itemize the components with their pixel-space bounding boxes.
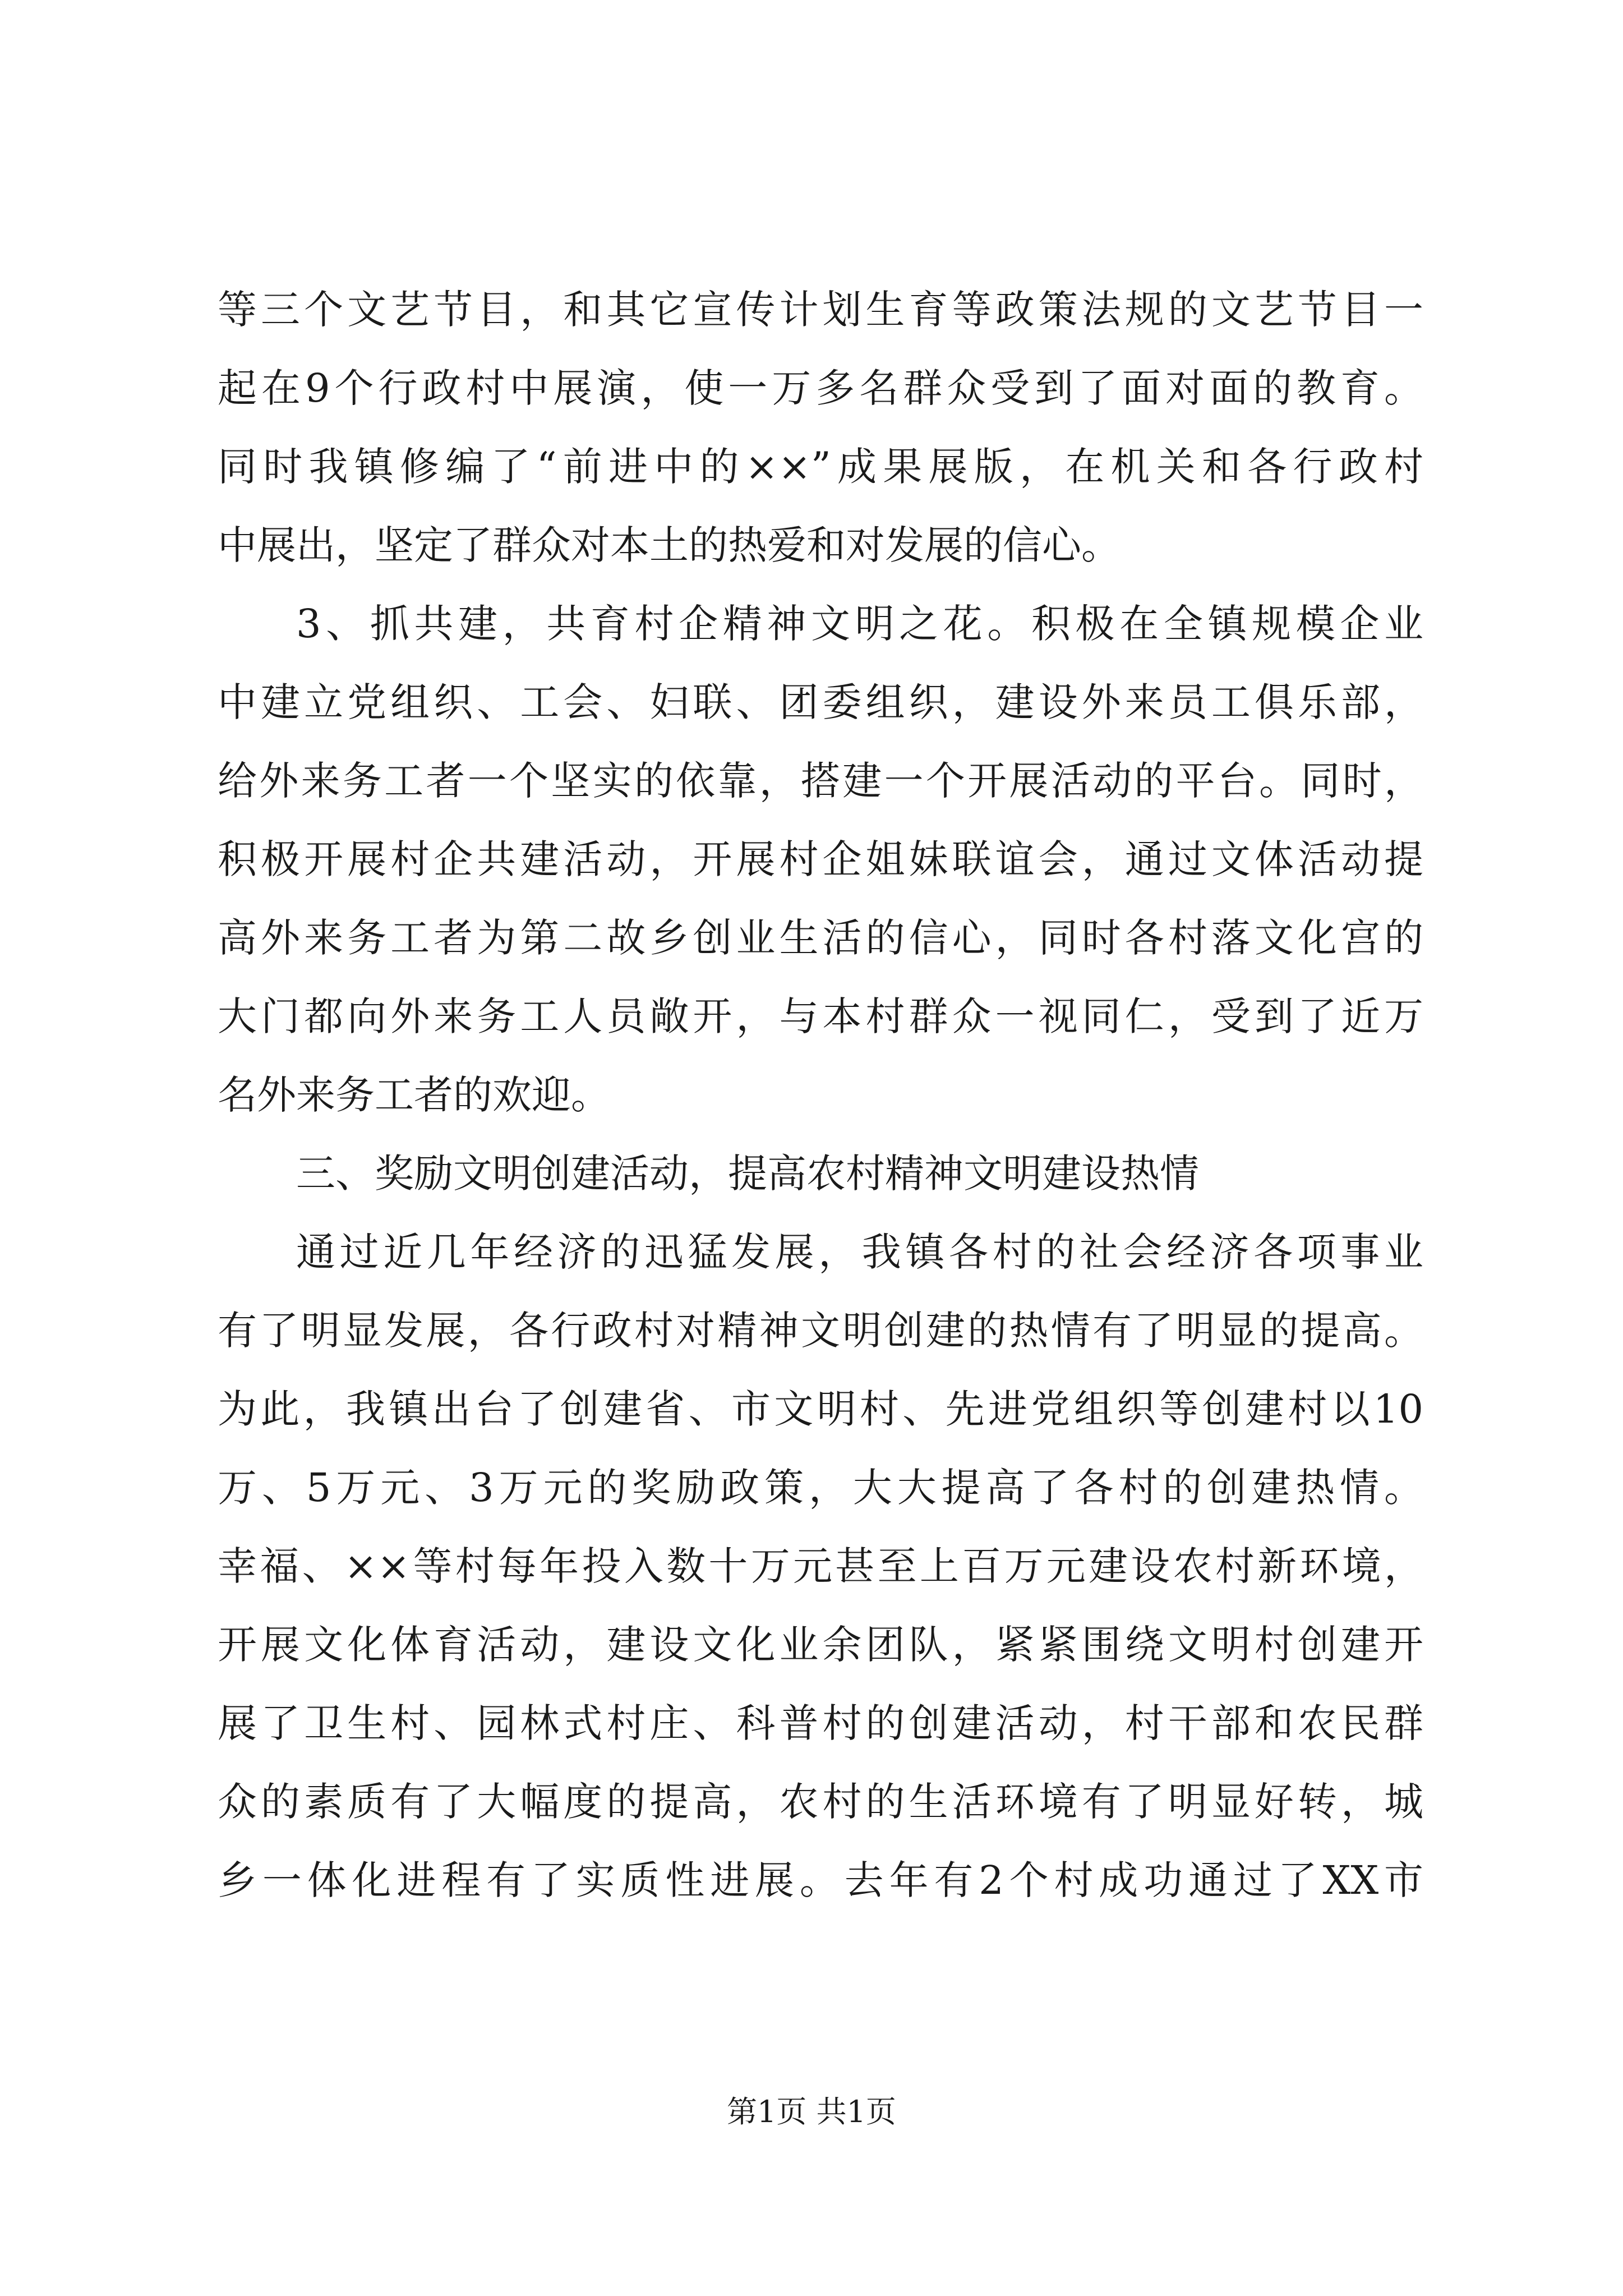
text-line: 3、抓共建，共育村企精神文明之花。积极在全镇规模企业 bbox=[296, 601, 1423, 647]
text-line: 大门都向外来务工人员敞开，与本村群众一视同仁，受到了近万 bbox=[218, 993, 1423, 1039]
text-line: 幸福、××等村每年投入数十万元甚至上百万元建设农村新环境， bbox=[218, 1543, 1423, 1589]
text-line: 中展出，坚定了群众对本土的热爱和对发展的信心。 bbox=[218, 522, 1121, 568]
text-line: 有了明显发展，各行政村对精神文明创建的热情有了明显的提高。 bbox=[218, 1308, 1423, 1354]
text-line: 为此，我镇出台了创建省、市文明村、先进党组织等创建村以10 bbox=[218, 1386, 1423, 1432]
text-line: 展了卫生村、园林式村庄、科普村的创建活动，村干部和农民群 bbox=[218, 1700, 1423, 1746]
text-line: 名外来务工者的欢迎。 bbox=[218, 1072, 610, 1118]
text-line: 给外来务工者一个坚实的依靠，搭建一个开展活动的平台。同时， bbox=[218, 758, 1423, 804]
text-line: 通过近几年经济的迅猛发展，我镇各村的社会经济各项事业 bbox=[296, 1229, 1423, 1275]
section-heading: 三、奖励文明创建活动，提高农村精神文明建设热情 bbox=[296, 1151, 1199, 1197]
text-line: 起在9个行政村中展演，使一万多名群众受到了面对面的教育。 bbox=[218, 365, 1423, 411]
text-line: 同时我镇修编了“前进中的××”成果展版，在机关和各行政村 bbox=[218, 444, 1423, 490]
text-line: 等三个文艺节目，和其它宣传计划生育等政策法规的文艺节目一 bbox=[218, 287, 1423, 333]
text-line: 开展文化体育活动，建设文化业余团队，紧紧围绕文明村创建开 bbox=[218, 1622, 1423, 1668]
text-line: 中建立党组织、工会、妇联、团委组织，建设外来员工俱乐部， bbox=[218, 679, 1423, 725]
text-line: 积极开展村企共建活动，开展村企姐妹联谊会，通过文体活动提 bbox=[218, 836, 1423, 882]
text-line: 乡一体化进程有了实质性进展。去年有2个村成功通过了XX市 bbox=[218, 1857, 1423, 1903]
page-footer: 第1页 共1页 bbox=[727, 2094, 896, 2129]
text-line: 万、5万元、3万元的奖励政策，大大提高了各村的创建热情。 bbox=[218, 1465, 1423, 1511]
text-line: 高外来务工者为第二故乡创业生活的信心，同时各村落文化宫的 bbox=[218, 915, 1423, 961]
text-line: 众的素质有了大幅度的提高，农村的生活环境有了明显好转，城 bbox=[218, 1779, 1423, 1825]
